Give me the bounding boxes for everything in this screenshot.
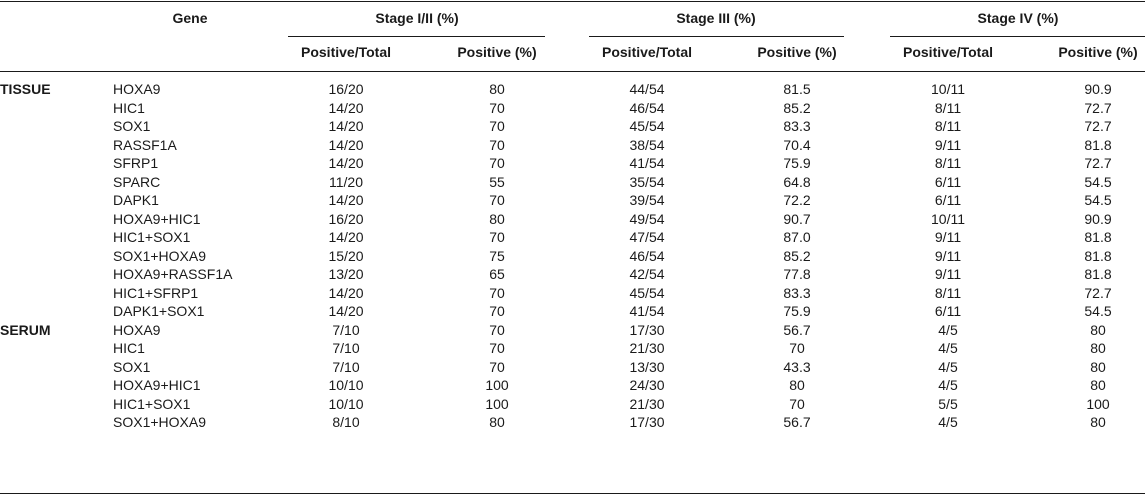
- value-cell: 8/11: [934, 285, 962, 301]
- value-cell: 55: [489, 174, 505, 190]
- value-cell: 81.8: [1084, 229, 1112, 245]
- value-cell: 75: [489, 248, 505, 264]
- gene-cell: HIC1+SFRP1: [113, 285, 199, 301]
- gene-cell: DAPK1: [113, 192, 159, 208]
- value-cell: 80: [1090, 377, 1106, 393]
- gene-cell: HIC1+SOX1: [113, 396, 191, 412]
- value-cell: 7/10: [332, 359, 360, 375]
- value-cell: 10/11: [931, 211, 965, 227]
- value-cell: 14/20: [328, 155, 364, 171]
- value-cell: 4/5: [938, 359, 958, 375]
- value-cell: 81.8: [1084, 137, 1112, 153]
- value-cell: 9/11: [934, 137, 962, 153]
- value-cell: 70: [789, 396, 805, 412]
- value-cell: 80: [489, 211, 505, 227]
- gene-cell: HOXA9: [113, 322, 161, 338]
- value-cell: 80: [489, 81, 505, 97]
- gene-cell: DAPK1+SOX1: [113, 303, 205, 319]
- stage-1-pct-header: Positive (%): [457, 44, 537, 60]
- value-cell: 100: [485, 396, 509, 412]
- gene-cell: SOX1: [113, 118, 151, 134]
- gene-cell: SOX1+HOXA9: [113, 414, 206, 430]
- value-cell: 14/20: [328, 303, 364, 319]
- stage-3-underline: [589, 36, 844, 37]
- value-cell: 16/20: [328, 211, 364, 227]
- value-cell: 17/30: [629, 414, 665, 430]
- value-cell: 4/5: [938, 340, 958, 356]
- value-cell: 70.4: [783, 137, 811, 153]
- value-cell: 10/11: [931, 81, 965, 97]
- value-cell: 80: [1090, 414, 1106, 430]
- gene-cell: SOX1+HOXA9: [113, 248, 206, 264]
- value-cell: 70: [489, 303, 505, 319]
- gene-cell: HOXA9+RASSF1A: [113, 266, 233, 282]
- stage-1-underline: [288, 36, 545, 37]
- value-cell: 72.7: [1084, 285, 1112, 301]
- value-cell: 46/54: [629, 100, 665, 116]
- gene-cell: SOX1: [113, 359, 151, 375]
- gene-cell: HIC1+SOX1: [113, 229, 191, 245]
- stage-1-total-header: Positive/Total: [301, 44, 391, 60]
- value-cell: 8/10: [332, 414, 360, 430]
- value-cell: 70: [489, 322, 505, 338]
- value-cell: 72.2: [783, 192, 811, 208]
- value-cell: 21/30: [629, 396, 665, 412]
- stage-3-header: Stage III (%): [676, 10, 756, 26]
- value-cell: 7/10: [332, 340, 360, 356]
- value-cell: 44/54: [629, 81, 665, 97]
- value-cell: 6/11: [934, 303, 962, 319]
- value-cell: 54.5: [1084, 174, 1112, 190]
- value-cell: 47/54: [629, 229, 665, 245]
- value-cell: 14/20: [328, 285, 364, 301]
- value-cell: 72.7: [1084, 155, 1112, 171]
- stage-4-underline: [890, 36, 1145, 37]
- value-cell: 10/10: [328, 396, 364, 412]
- value-cell: 8/11: [934, 100, 962, 116]
- value-cell: 11/20: [329, 174, 363, 190]
- value-cell: 65: [489, 266, 505, 282]
- value-cell: 9/11: [934, 229, 962, 245]
- value-cell: 70: [489, 285, 505, 301]
- value-cell: 70: [489, 340, 505, 356]
- value-cell: 41/54: [629, 303, 665, 319]
- gene-cell: HOXA9+HIC1: [113, 211, 201, 227]
- value-cell: 13/20: [328, 266, 364, 282]
- value-cell: 80: [1090, 359, 1106, 375]
- value-cell: 42/54: [629, 266, 665, 282]
- value-cell: 72.7: [1084, 100, 1112, 116]
- value-cell: 70: [489, 100, 505, 116]
- gene-cell: HIC1: [113, 340, 145, 356]
- value-cell: 5/5: [938, 396, 958, 412]
- value-cell: 14/20: [328, 137, 364, 153]
- value-cell: 4/5: [938, 414, 958, 430]
- section-label: TISSUE: [0, 81, 51, 97]
- value-cell: 6/11: [934, 174, 962, 190]
- stage-4-total-header: Positive/Total: [903, 44, 993, 60]
- value-cell: 81.8: [1084, 266, 1112, 282]
- value-cell: 64.8: [783, 174, 811, 190]
- value-cell: 80: [789, 377, 805, 393]
- value-cell: 54.5: [1084, 303, 1112, 319]
- value-cell: 16/20: [328, 81, 364, 97]
- bottom-rule: [0, 493, 1145, 494]
- value-cell: 70: [489, 192, 505, 208]
- value-cell: 15/20: [328, 248, 364, 264]
- gene-cell: RASSF1A: [113, 137, 177, 153]
- value-cell: 83.3: [783, 285, 811, 301]
- value-cell: 41/54: [629, 155, 665, 171]
- value-cell: 13/30: [629, 359, 665, 375]
- value-cell: 21/30: [629, 340, 665, 356]
- value-cell: 70: [489, 137, 505, 153]
- value-cell: 81.8: [1084, 248, 1112, 264]
- value-cell: 70: [489, 118, 505, 134]
- value-cell: 43.3: [783, 359, 811, 375]
- value-cell: 8/11: [934, 118, 962, 134]
- value-cell: 24/30: [629, 377, 665, 393]
- section-label: SERUM: [0, 322, 51, 338]
- value-cell: 100: [485, 377, 509, 393]
- value-cell: 54.5: [1084, 192, 1112, 208]
- value-cell: 85.2: [783, 248, 811, 264]
- stage-3-pct-header: Positive (%): [757, 44, 837, 60]
- value-cell: 45/54: [629, 285, 665, 301]
- value-cell: 14/20: [328, 229, 364, 245]
- stage-4-pct-header: Positive (%): [1058, 44, 1138, 60]
- value-cell: 46/54: [629, 248, 665, 264]
- value-cell: 14/20: [328, 192, 364, 208]
- value-cell: 4/5: [938, 322, 958, 338]
- gene-cell: HOXA9+HIC1: [113, 377, 201, 393]
- value-cell: 90.9: [1084, 211, 1112, 227]
- value-cell: 81.5: [783, 81, 811, 97]
- value-cell: 9/11: [934, 266, 962, 282]
- value-cell: 56.7: [783, 414, 811, 430]
- value-cell: 8/11: [934, 155, 962, 171]
- value-cell: 49/54: [629, 211, 665, 227]
- value-cell: 70: [489, 359, 505, 375]
- value-cell: 9/11: [934, 248, 962, 264]
- gene-header: Gene: [172, 10, 208, 26]
- gene-cell: SFRP1: [113, 155, 159, 171]
- stage-1-header: Stage I/II (%): [375, 10, 459, 26]
- value-cell: 80: [1090, 322, 1106, 338]
- value-cell: 75.9: [783, 303, 811, 319]
- value-cell: 70: [489, 229, 505, 245]
- value-cell: 39/54: [629, 192, 665, 208]
- value-cell: 38/54: [629, 137, 665, 153]
- header-rule: [0, 71, 1145, 72]
- value-cell: 85.2: [783, 100, 811, 116]
- stage-3-total-header: Positive/Total: [602, 44, 692, 60]
- value-cell: 14/20: [328, 118, 364, 134]
- top-rule: [0, 1, 1145, 2]
- value-cell: 35/54: [629, 174, 665, 190]
- value-cell: 100: [1086, 396, 1110, 412]
- gene-cell: HIC1: [113, 100, 145, 116]
- value-cell: 72.7: [1084, 118, 1112, 134]
- value-cell: 75.9: [783, 155, 811, 171]
- value-cell: 7/10: [332, 322, 360, 338]
- value-cell: 4/5: [938, 377, 958, 393]
- value-cell: 45/54: [629, 118, 665, 134]
- value-cell: 70: [489, 155, 505, 171]
- value-cell: 56.7: [783, 322, 811, 338]
- gene-cell: SPARC: [113, 174, 161, 190]
- value-cell: 90.7: [783, 211, 811, 227]
- value-cell: 17/30: [629, 322, 665, 338]
- value-cell: 83.3: [783, 118, 811, 134]
- value-cell: 10/10: [328, 377, 364, 393]
- value-cell: 80: [1090, 340, 1106, 356]
- gene-cell: HOXA9: [113, 81, 161, 97]
- value-cell: 70: [789, 340, 805, 356]
- stage-4-header: Stage IV (%): [977, 10, 1059, 26]
- value-cell: 87.0: [783, 229, 811, 245]
- value-cell: 77.8: [783, 266, 811, 282]
- value-cell: 14/20: [328, 100, 364, 116]
- value-cell: 80: [489, 414, 505, 430]
- value-cell: 6/11: [934, 192, 962, 208]
- value-cell: 90.9: [1084, 81, 1112, 97]
